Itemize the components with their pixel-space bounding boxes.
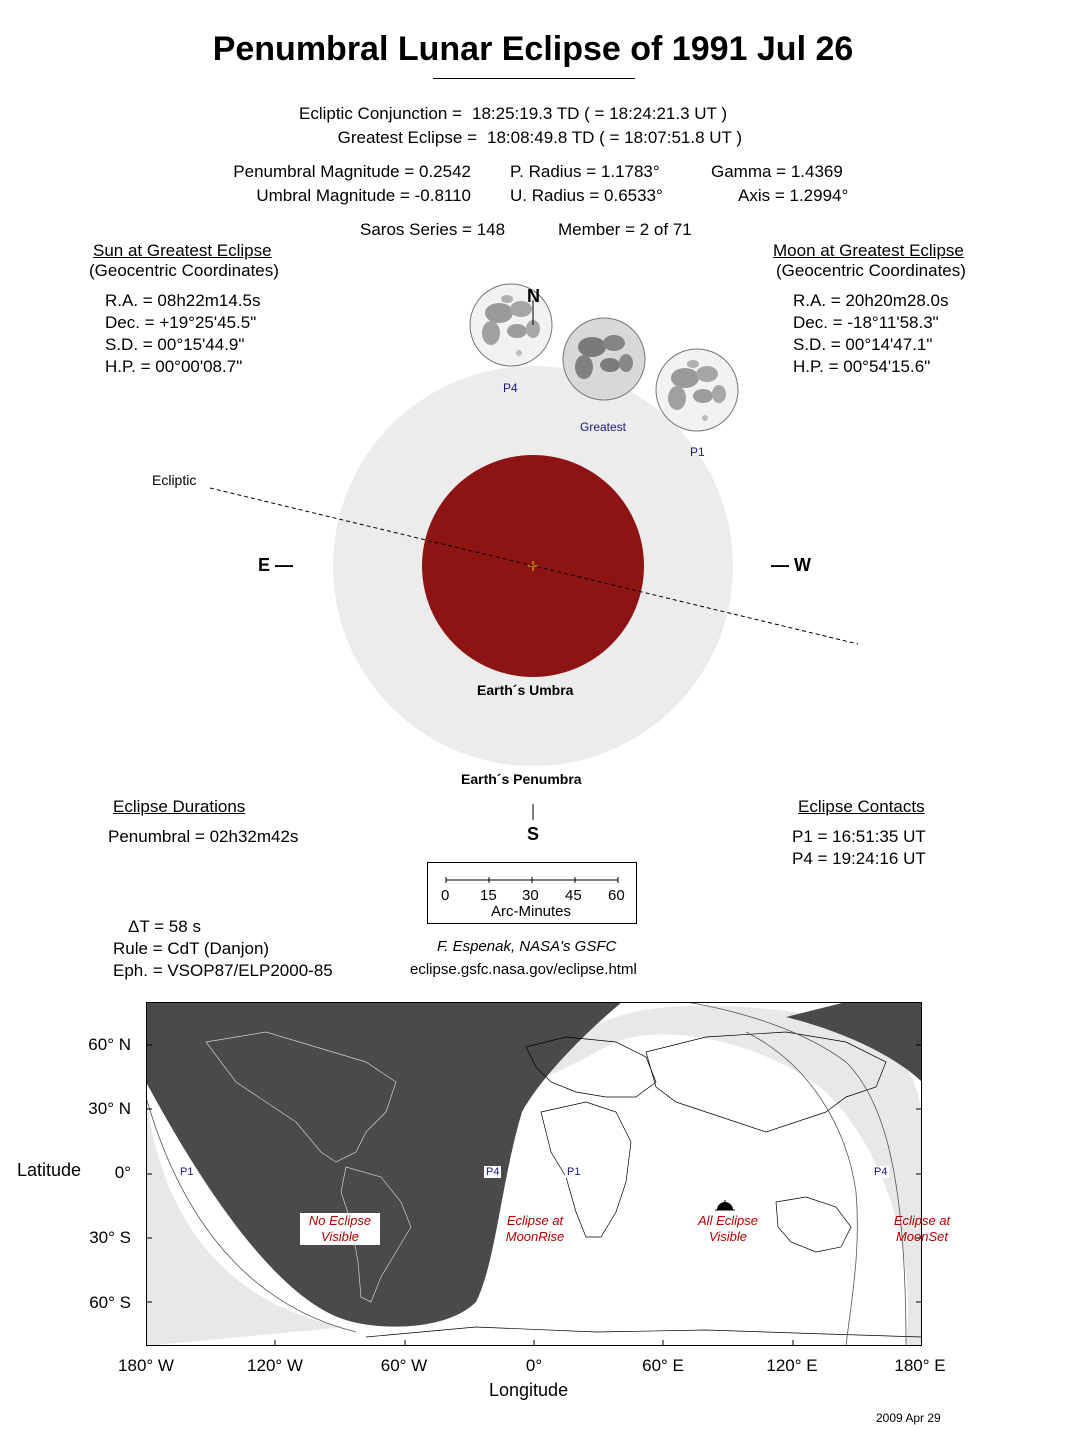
scale-unit: Arc-Minutes [491, 903, 572, 920]
moon-hp: H.P. = 00°54'15.6" [793, 357, 931, 376]
scale-tick-45: 45 [565, 887, 582, 904]
penumbral-duration: Penumbral = 02h32m42s [108, 827, 299, 846]
credit-author: F. Espenak, NASA's GSFC [437, 938, 617, 955]
penumbral-magnitude: Penumbral Magnitude = 0.2542 [233, 162, 471, 181]
south-label: S [527, 824, 540, 844]
moonrise-label [495, 1213, 575, 1245]
axis-value: Axis = 1.2994° [738, 186, 849, 205]
greatest-eclipse-label: Greatest Eclipse = [337, 128, 477, 147]
sun-ra: R.A. = 08h22m14.5s [105, 291, 261, 310]
lon-tick-0: 0° [525, 1356, 543, 1375]
map-p1-mid: P1 [567, 1166, 581, 1178]
moon-ra: R.A. = 20h20m28.0s [793, 291, 949, 310]
no-eclipse-label [300, 1213, 380, 1245]
visibility-map [146, 1002, 922, 1346]
penumbral-radius: P. Radius = 1.1783° [510, 162, 660, 181]
lon-tick-120w: 120° W [247, 1356, 303, 1375]
greatest-eclipse-value: 18:08:49.8 TD ( = 18:07:51.8 UT ) [487, 128, 742, 147]
lon-tick-120e: 120° E [766, 1356, 818, 1375]
contact-p1: P1 = 16:51:35 UT [792, 827, 926, 846]
ephemeris: Eph. = VSOP87/ELP2000-85 [113, 961, 333, 980]
credit-url[interactable]: eclipse.gsfc.nasa.gov/eclipse.html [410, 961, 637, 978]
date-stamp: 2009 Apr 29 [876, 1411, 941, 1425]
moonset-label [882, 1213, 962, 1245]
lat-tick-60n: 60° N [88, 1035, 131, 1054]
moonrise-line2: MoonRise [505, 1229, 565, 1244]
lat-tick-0: 0° [114, 1163, 131, 1182]
delta-t: ΔT = 58 s [128, 917, 201, 936]
page-title: Penumbral Lunar Eclipse of 1991 Jul 26 [212, 30, 854, 68]
east-label: E — [258, 555, 294, 575]
scale-bar [427, 862, 637, 924]
umbra-label: Earth´s Umbra [477, 682, 574, 698]
ecliptic-conjunction-label: Ecliptic Conjunction = [298, 104, 462, 123]
sun-heading: Sun at Greatest Eclipse [93, 241, 272, 260]
umbral-magnitude: Umbral Magnitude = -0.8110 [256, 186, 471, 205]
penumbra-label: Earth´s Penumbra [461, 771, 582, 787]
moonset-line2: MoonSet [895, 1229, 949, 1244]
moon-dec: Dec. = -18°11'58.3" [793, 313, 939, 332]
lat-tick-30n: 30° N [88, 1099, 131, 1118]
contacts-heading: Eclipse Contacts [798, 797, 925, 816]
sun-dec: Dec. = +19°25'45.5" [105, 313, 257, 332]
north-label: N [527, 286, 540, 306]
moon-heading: Moon at Greatest Eclipse [773, 241, 964, 260]
sun-hp: H.P. = 00°00'08.7" [105, 357, 243, 376]
all-visible-line2: Visible [708, 1229, 748, 1244]
map-p4-mid: P4 [486, 1166, 500, 1178]
all-visible-line1: All Eclipse [698, 1213, 758, 1228]
moon-sd: S.D. = 00°14'47.1" [793, 335, 933, 354]
scale-tick-15: 15 [480, 887, 497, 904]
title-underline [433, 78, 635, 79]
map-p4-right: P4 [874, 1166, 888, 1178]
sun-sd: S.D. = 00°15'44.9" [105, 335, 245, 354]
durations-heading: Eclipse Durations [113, 797, 246, 816]
scale-tick-30: 30 [522, 887, 539, 904]
p4-moon-label: P4 [503, 381, 518, 395]
no-eclipse-line2: Visible [320, 1229, 360, 1244]
saros-series: Saros Series = 148 [360, 220, 506, 239]
scale-tick-0: 0 [441, 887, 450, 904]
moonrise-line1: Eclipse at [506, 1213, 564, 1228]
sun-subheading: (Geocentric Coordinates) [89, 261, 279, 280]
west-label: — W [771, 555, 811, 575]
ecliptic-conjunction-value: 18:25:19.3 TD ( = 18:24:21.3 UT ) [472, 104, 727, 123]
moon-subheading: (Geocentric Coordinates) [776, 261, 966, 280]
ecliptic-label: Ecliptic [152, 472, 197, 488]
p1-moon-label: P1 [690, 445, 705, 459]
moonset-line1: Eclipse at [893, 1213, 951, 1228]
gamma-value: Gamma = 1.4369 [711, 162, 843, 181]
moon-greatest [563, 318, 645, 400]
contact-p4: P4 = 19:24:16 UT [792, 849, 926, 868]
longitude-axis-title: Longitude [489, 1380, 569, 1400]
saros-member: Member = 2 of 71 [558, 220, 692, 239]
moon-p1 [656, 349, 738, 431]
umbral-radius: U. Radius = 0.6533° [510, 186, 663, 205]
lon-tick-60e: 60° E [642, 1356, 684, 1375]
lat-tick-30s: 30° S [89, 1228, 131, 1247]
lon-tick-180e: 180° E [894, 1356, 946, 1375]
lon-tick-180w: 180° W [118, 1356, 174, 1375]
greatest-moon-label: Greatest [580, 420, 627, 434]
lat-tick-60s: 60° S [89, 1293, 131, 1312]
scale-tick-60: 60 [608, 887, 625, 904]
lon-tick-60w: 60° W [380, 1356, 428, 1375]
map-p1-left: P1 [180, 1166, 194, 1178]
all-visible-label [688, 1213, 768, 1245]
rule: Rule = CdT (Danjon) [113, 939, 270, 958]
no-eclipse-line1: No Eclipse [308, 1213, 372, 1228]
latitude-axis-title: Latitude [17, 1160, 82, 1180]
